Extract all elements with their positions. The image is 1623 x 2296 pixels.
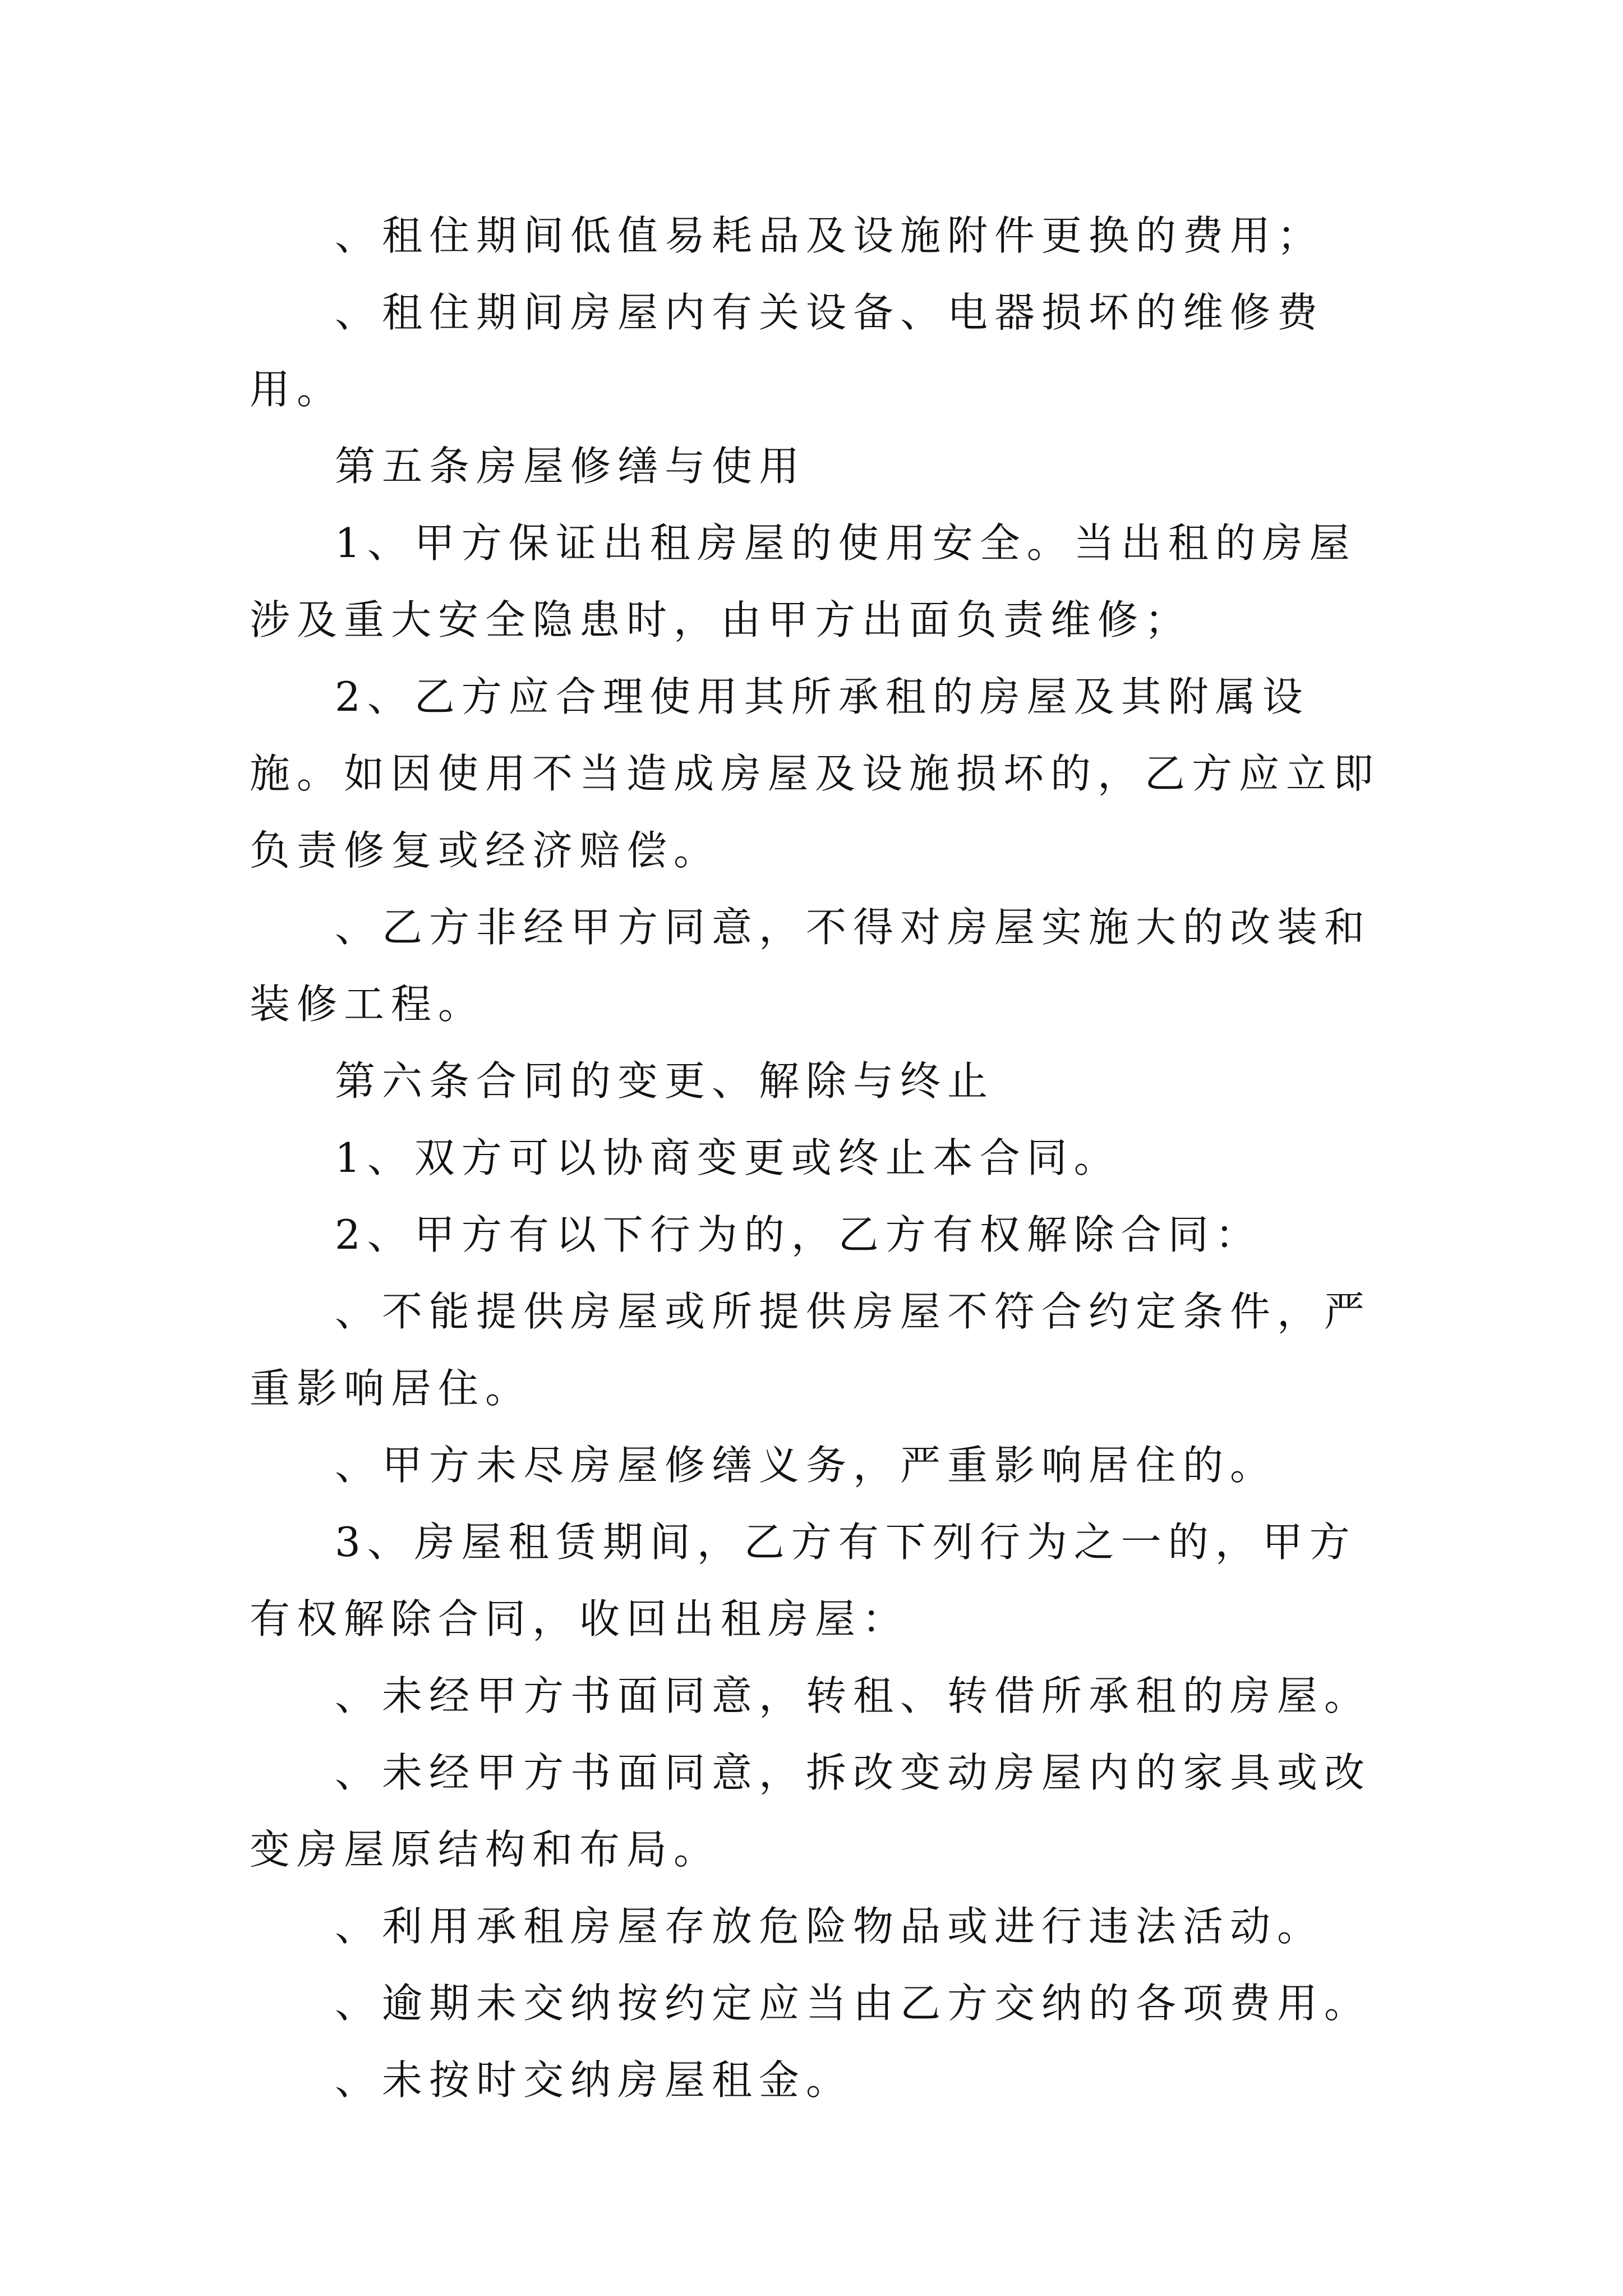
document-body (250, 197, 1382, 2119)
paragraph-1: 、租住期间低值易耗品及设施附件更换的费用； (335, 212, 1325, 259)
paragraph-14: 、未经甲方书面同意，拆改变动房屋内的家具或改变房屋原结构和布局。 (250, 1749, 1372, 1873)
paragraph-2: 、租住期间房屋内有关设备、电器损坏的维修费用。 (250, 289, 1325, 413)
paragraph-11: 、甲方未尽房屋修缮义务，严重影响居住的。 (335, 1442, 1278, 1489)
section-heading-5: 第五条房屋修缮与使用 (335, 443, 806, 490)
paragraph-16: 、逾期未交纳按约定应当由乙方交纳的各项费用。 (335, 1980, 1372, 2027)
paragraph-17: 、未按时交纳房屋租金。 (335, 2056, 854, 2104)
paragraph-4: 1、甲方保证出租房屋的使用安全。当出租的房屋涉及重大安全隐患时，由甲方出面负责维修； (250, 519, 1357, 643)
paragraph-9: 2、甲方有以下行为的，乙方有权解除合同： (335, 1211, 1262, 1258)
paragraph-5: 2、乙方应合理使用其所承租的房屋及其附属设施。如因使用不当造成房屋及设施损坏的，乙方应立即负责修复或经济赔偿。 (250, 673, 1381, 874)
paragraph-13: 、未经甲方书面同意，转租、转借所承租的房屋。 (335, 1672, 1372, 1719)
paragraph-12: 3、房屋租赁期间，乙方有下列行为之一的，甲方有权解除合同，收回出租房屋： (250, 1519, 1357, 1642)
paragraph-10: 、不能提供房屋或所提供房屋不符合约定条件，严重影响居住。 (250, 1288, 1372, 1412)
paragraph-15: 、利用承租房屋存放危险物品或进行违法活动。 (335, 1903, 1325, 1950)
paragraph-6: 、乙方非经甲方同意，不得对房屋实施大的改装和装修工程。 (250, 904, 1372, 1028)
paragraph-8: 1、双方可以协商变更或终止本合同。 (335, 1134, 1121, 1181)
section-heading-6: 第六条合同的变更、解除与终止 (335, 1057, 995, 1105)
